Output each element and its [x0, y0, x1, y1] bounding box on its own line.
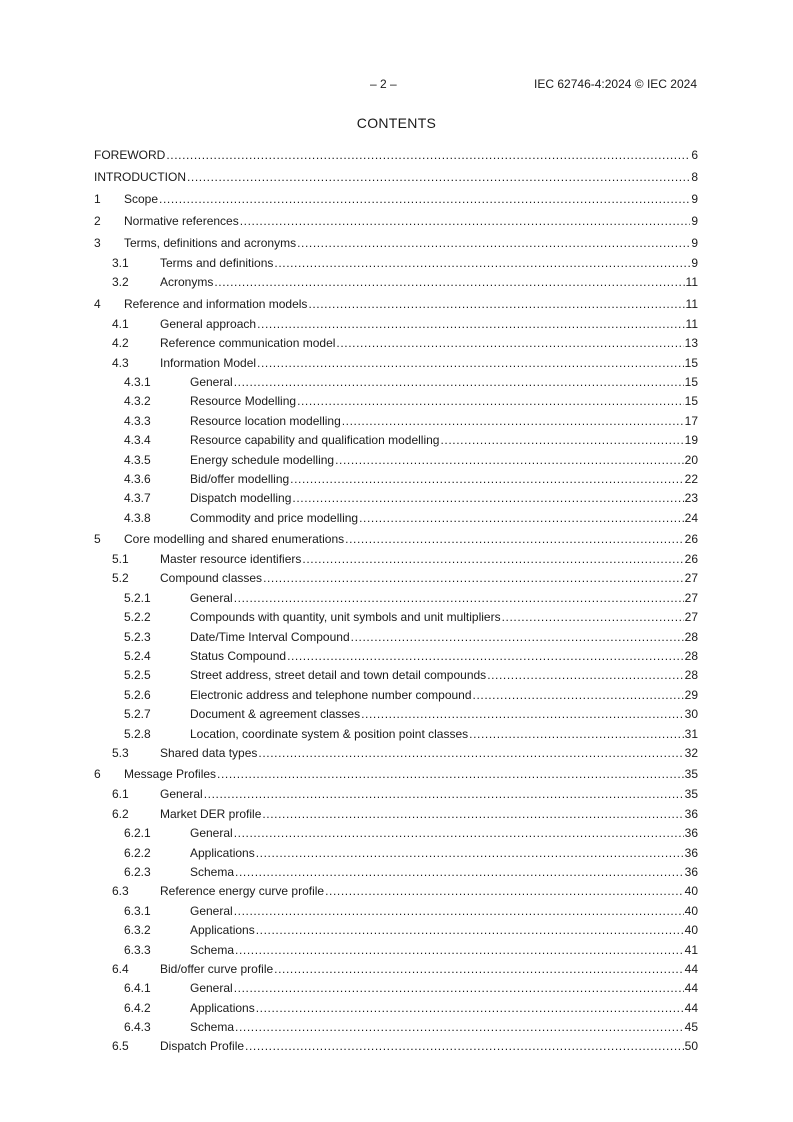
toc-dot-leader: [214, 273, 684, 292]
toc-dot-leader: [274, 254, 690, 273]
toc-entry-number: 6: [94, 767, 101, 782]
toc-entry-title: Reference communication model: [160, 336, 336, 351]
toc-dot-leader: [290, 470, 683, 489]
toc-dot-leader: [159, 188, 690, 210]
toc-entry-page: 26: [684, 532, 698, 547]
toc-entry-number: 5.2.6: [124, 687, 151, 702]
toc-entry[interactable]: [94, 489, 698, 508]
toc-entry[interactable]: [94, 550, 698, 569]
toc-dot-leader: [235, 941, 684, 960]
toc-dot-leader: [256, 921, 684, 940]
toc-entry[interactable]: [94, 373, 698, 392]
toc-dot-leader: [258, 744, 683, 763]
toc-entry[interactable]: [94, 528, 698, 550]
toc-dot-leader: [297, 392, 684, 411]
toc-dot-leader: [256, 844, 684, 863]
toc-entry-title: Applications: [190, 845, 255, 860]
toc-entry[interactable]: [94, 1037, 698, 1056]
toc-entry-page: 27: [684, 590, 698, 605]
toc-entry[interactable]: [94, 628, 698, 647]
toc-entry-title: Acronyms: [160, 275, 214, 290]
toc-dot-leader: [234, 824, 684, 843]
toc-entry-number: 6.2.1: [124, 826, 151, 841]
toc-dot-leader: [234, 902, 684, 921]
toc-entry-number: 5.2.4: [124, 649, 151, 664]
toc-entry-page: 28: [684, 668, 698, 683]
toc-entry-number: 5.2.2: [124, 610, 151, 625]
toc-entry[interactable]: [94, 470, 698, 489]
toc-entry-number: 4.2: [112, 336, 129, 351]
toc-dot-leader: [345, 528, 684, 550]
toc-entry-title: FOREWORD: [94, 148, 166, 162]
toc-dot-leader: [234, 373, 684, 392]
toc-entry[interactable]: [94, 763, 698, 785]
toc-entry-page: 15: [684, 355, 698, 370]
toc-dot-leader: [297, 232, 690, 254]
toc-dot-leader: [235, 863, 684, 882]
toc-entry-title: Street address, street detail and town detail compounds: [190, 668, 487, 683]
toc-entry-page: 44: [684, 981, 698, 996]
toc-dot-leader: [256, 999, 684, 1018]
toc-dot-leader: [274, 960, 683, 979]
toc-entry-title: Applications: [190, 923, 255, 938]
toc-entry-number: 3.1: [112, 256, 129, 270]
toc-entry-title: General: [190, 903, 233, 918]
toc-entry-title: Applications: [190, 1000, 255, 1015]
toc-entry-title: General: [160, 787, 203, 802]
toc-entry-number: 2: [94, 214, 101, 228]
toc-entry-page: 41: [684, 942, 698, 957]
toc-entry[interactable]: [94, 589, 698, 608]
toc-entry-number: 5.1: [112, 552, 129, 567]
toc-dot-leader: [263, 569, 684, 588]
toc-entry[interactable]: [94, 232, 698, 254]
toc-entry[interactable]: [94, 725, 698, 744]
toc-entry-number: 5.2.7: [124, 707, 151, 722]
toc-entry-title: Date/Time Interval Compound: [190, 629, 350, 644]
toc-entry[interactable]: [94, 805, 698, 824]
toc-entry-title: Bid/offer curve profile: [160, 961, 274, 976]
toc-dot-leader: [359, 509, 684, 528]
toc-entry-title: Compounds with quantity, unit symbols and unit multipliers: [190, 610, 501, 625]
toc-entry-number: 4.3.7: [124, 491, 151, 506]
toc-entry-title: Market DER profile: [160, 806, 262, 821]
toc-entry[interactable]: [94, 882, 698, 901]
toc-entry-number: 5.2.1: [124, 590, 151, 605]
toc-entry[interactable]: [94, 999, 698, 1018]
toc-entry[interactable]: [94, 293, 698, 315]
toc-entry-title: General approach: [160, 316, 257, 331]
toc-entry-number: 5.2: [112, 571, 129, 586]
toc-entry-page: 36: [684, 806, 698, 821]
toc-entry[interactable]: [94, 451, 698, 470]
page-number: – 2 –: [370, 77, 397, 91]
toc-dot-leader: [257, 354, 684, 373]
toc-entry-page: 36: [684, 845, 698, 860]
toc-entry-number: 5.2.3: [124, 629, 151, 644]
toc-entry-number: 6.4.2: [124, 1000, 151, 1015]
toc-entry-number: 6.2.3: [124, 864, 151, 879]
toc-entry-title: Dispatch modelling: [190, 491, 292, 506]
toc-entry-page: 28: [684, 629, 698, 644]
toc-entry-title: Resource Modelling: [190, 394, 297, 409]
toc-entry-title: Dispatch Profile: [160, 1039, 245, 1054]
toc-entry-title: Master resource identifiers: [160, 552, 302, 567]
toc-dot-leader: [240, 210, 691, 232]
toc-entry-number: 4.3.6: [124, 471, 151, 486]
toc-entry[interactable]: [94, 647, 698, 666]
toc-entry-page: 32: [684, 745, 698, 760]
toc-entry-title: Status Compound: [190, 649, 287, 664]
toc-entry-page: 30: [684, 707, 698, 722]
toc-entry-number: 4.3.1: [124, 374, 151, 389]
toc-dot-leader: [204, 785, 684, 804]
toc-entry-page: 40: [684, 923, 698, 938]
toc-entry-title: Core modelling and shared enumerations: [124, 532, 345, 547]
toc-entry-number: 3: [94, 236, 101, 250]
toc-entry-page: 24: [684, 510, 698, 525]
toc-entry-title: Electronic address and telephone number compound: [190, 687, 472, 702]
toc-entry-page: 27: [684, 571, 698, 586]
toc-entry[interactable]: [94, 785, 698, 804]
toc-entry-number: 4.3.3: [124, 413, 151, 428]
toc-dot-leader: [325, 882, 684, 901]
toc-entry-number: 4.3: [112, 355, 129, 370]
toc-entry-page: 11: [685, 296, 698, 311]
toc-entry-page: 50: [684, 1039, 698, 1054]
toc-entry-number: 4.1: [112, 316, 129, 331]
toc-entry-title: General: [190, 981, 233, 996]
toc-dot-leader: [361, 705, 684, 724]
toc-dot-leader: [469, 725, 683, 744]
toc-entry-title: Resource location modelling: [190, 413, 341, 428]
toc-dot-leader: [287, 647, 684, 666]
toc-dot-leader: [502, 608, 684, 627]
toc-entry[interactable]: [94, 509, 698, 528]
toc-entry[interactable]: [94, 921, 698, 940]
toc-entry-page: 13: [684, 336, 698, 351]
toc-dot-leader: [262, 805, 683, 824]
toc-entry-title: Information Model: [160, 355, 257, 370]
toc-dot-leader: [342, 412, 684, 431]
toc-entry-page: 28: [684, 649, 698, 664]
toc-entry-number: 6.5: [112, 1039, 129, 1054]
toc-dot-leader: [234, 979, 684, 998]
toc-entry-title: Shared data types: [160, 745, 258, 760]
toc-entry-page: 15: [684, 394, 698, 409]
toc-entry-number: 6.3.1: [124, 903, 151, 918]
toc-entry-number: 6.3.3: [124, 942, 151, 957]
toc-entry-number: 3.2: [112, 275, 129, 290]
toc-entry-number: 5: [94, 532, 101, 547]
toc-entry-page: 45: [684, 1020, 698, 1035]
toc-entry[interactable]: [94, 902, 698, 921]
toc-entry[interactable]: [94, 1018, 698, 1037]
toc-entry[interactable]: [94, 210, 698, 232]
toc-entry-page: 22: [684, 471, 698, 486]
toc-entry-page: 29: [684, 687, 698, 702]
toc-entry-title: General: [190, 826, 233, 841]
toc-dot-leader: [292, 489, 683, 508]
toc-entry[interactable]: [94, 744, 698, 763]
toc-entry-page: 8: [691, 170, 698, 184]
toc-entry-page: 9: [691, 214, 698, 228]
toc-entry-page: 40: [684, 903, 698, 918]
toc-entry-title: Reference and information models: [124, 296, 308, 311]
toc-entry[interactable]: [94, 166, 698, 188]
toc-entry-title: General: [190, 590, 233, 605]
toc-entry-number: 4.3.2: [124, 394, 151, 409]
toc-entry-title: Normative references: [124, 214, 239, 228]
toc-entry[interactable]: [94, 273, 698, 292]
toc-entry[interactable]: [94, 979, 698, 998]
toc-entry-page: 27: [684, 610, 698, 625]
toc-dot-leader: [351, 628, 684, 647]
toc-entry-page: 35: [684, 767, 698, 782]
toc-dot-leader: [308, 293, 684, 315]
toc-entry-page: 23: [684, 491, 698, 506]
toc-entry-title: General: [190, 374, 233, 389]
toc-entry-number: 6.2: [112, 806, 129, 821]
toc-entry-number: 6.3.2: [124, 923, 151, 938]
toc-entry-page: 44: [684, 1000, 698, 1015]
toc-entry-title: Schema: [190, 1020, 235, 1035]
toc-entry-title: Location, coordinate system & position point classes: [190, 726, 469, 741]
toc-entry-title: Schema: [190, 942, 235, 957]
toc-entry[interactable]: [94, 705, 698, 724]
toc-entry-number: 1: [94, 192, 101, 206]
toc-entry-page: 15: [684, 374, 698, 389]
toc-entry-title: Document & agreement classes: [190, 707, 361, 722]
toc-entry-page: 9: [691, 256, 698, 270]
toc-entry-page: 36: [684, 864, 698, 879]
toc-dot-leader: [234, 589, 684, 608]
toc-entry-number: 5.2.5: [124, 668, 151, 683]
toc-entry-title: Message Profiles: [124, 767, 217, 782]
toc-entry-page: 26: [684, 552, 698, 567]
toc-entry-page: 9: [691, 236, 698, 250]
toc-entry-page: 36: [684, 826, 698, 841]
toc-dot-leader: [487, 666, 683, 685]
toc-dot-leader: [302, 550, 683, 569]
toc-entry-title: Resource capability and qualification modelling: [190, 433, 440, 448]
toc-entry[interactable]: [94, 334, 698, 353]
toc-dot-leader: [335, 451, 684, 470]
toc-entry[interactable]: [94, 844, 698, 863]
toc-entry-number: 4.3.4: [124, 433, 151, 448]
toc-entry[interactable]: [94, 254, 698, 273]
toc-entry-title: Energy schedule modelling: [190, 452, 335, 467]
toc-entry-number: 5.3: [112, 745, 129, 760]
toc-entry-page: 40: [684, 884, 698, 899]
toc-entry-number: 4.3.8: [124, 510, 151, 525]
toc-entry-page: 35: [684, 787, 698, 802]
toc-entry-page: 6: [691, 148, 698, 162]
toc-entry[interactable]: [94, 824, 698, 843]
toc-entry[interactable]: [94, 569, 698, 588]
toc-dot-leader: [245, 1037, 684, 1056]
toc-entry[interactable]: [94, 315, 698, 334]
contents-heading: CONTENTS: [356, 115, 437, 131]
toc-entry[interactable]: [94, 431, 698, 450]
toc-entry-number: 6.2.2: [124, 845, 151, 860]
toc-dot-leader: [217, 763, 684, 785]
toc-entry-title: Compound classes: [160, 571, 263, 586]
toc-entry-number: 4.3.5: [124, 452, 151, 467]
toc-entry[interactable]: [94, 941, 698, 960]
toc-entry-title: INTRODUCTION: [94, 170, 186, 184]
toc-dot-leader: [235, 1018, 684, 1037]
toc-entry-number: 4: [94, 296, 101, 311]
standard-identifier: IEC 62746-4:2024 © IEC 2024: [534, 77, 697, 91]
toc-dot-leader: [257, 315, 684, 334]
toc-entry-page: 44: [684, 961, 698, 976]
toc-entry[interactable]: [94, 354, 698, 373]
toc-dot-leader: [336, 334, 683, 353]
toc-entry-title: Terms and definitions: [160, 256, 274, 270]
toc-entry-page: 31: [684, 726, 698, 741]
toc-entry-title: Bid/offer modelling: [190, 471, 290, 486]
toc-entry-title: Scope: [124, 192, 159, 206]
toc-entry-number: 6.4: [112, 961, 129, 976]
toc-entry-number: 6.4.3: [124, 1020, 151, 1035]
toc-entry-title: Schema: [190, 864, 235, 879]
toc-entry[interactable]: [94, 686, 698, 705]
toc-entry[interactable]: [94, 863, 698, 882]
toc-entry-page: 20: [684, 452, 698, 467]
toc-entry-number: 5.2.8: [124, 726, 151, 741]
toc-entry[interactable]: [94, 960, 698, 979]
toc-entry-page: 11: [685, 275, 698, 290]
toc-entry-page: 17: [684, 413, 698, 428]
toc-entry-title: Commodity and price modelling: [190, 510, 359, 525]
toc-dot-leader: [473, 686, 684, 705]
toc-entry-page: 9: [691, 192, 698, 206]
toc-entry-page: 19: [684, 433, 698, 448]
toc-dot-leader: [187, 166, 690, 188]
toc-entry-number: 6.3: [112, 884, 129, 899]
toc-entry[interactable]: [94, 392, 698, 411]
toc-entry[interactable]: [94, 412, 698, 431]
toc-entry[interactable]: [94, 188, 698, 210]
toc-dot-leader: [166, 144, 690, 166]
toc-entry-number: 6.1: [112, 787, 129, 802]
toc-dot-leader: [440, 431, 683, 450]
toc-entry-page: 11: [685, 316, 698, 331]
toc-entry-title: Reference energy curve profile: [160, 884, 325, 899]
toc-entry[interactable]: [94, 666, 698, 685]
toc-entry-title: Terms, definitions and acronyms: [124, 236, 297, 250]
table-of-contents: [94, 144, 698, 1057]
toc-entry[interactable]: [94, 144, 698, 166]
toc-entry[interactable]: [94, 608, 698, 627]
toc-entry-number: 6.4.1: [124, 981, 151, 996]
